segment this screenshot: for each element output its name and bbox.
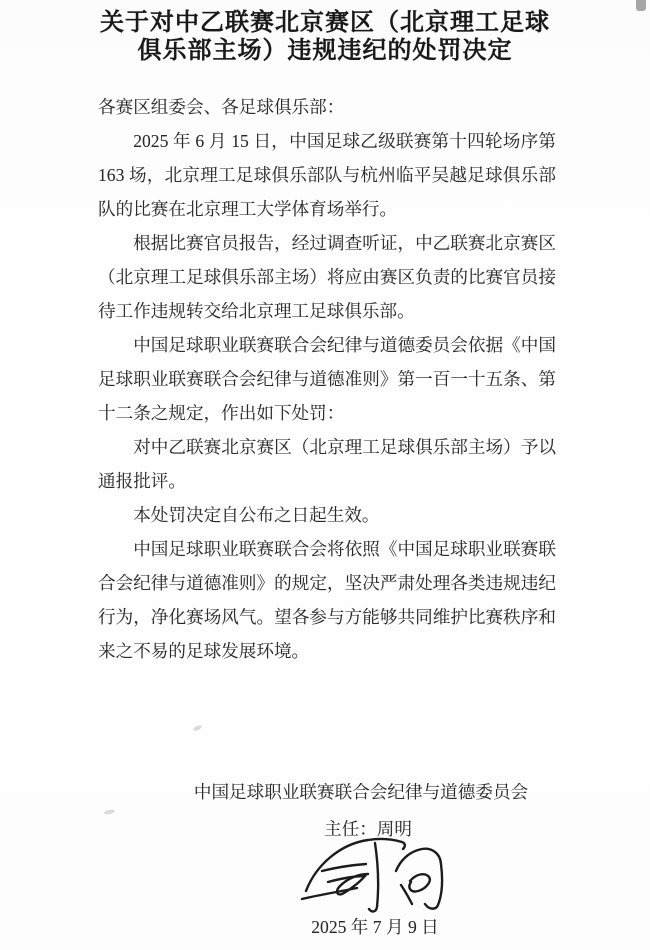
document-title-line-2: 俱乐部主场）违规违纪的处罚决定 [137,38,513,64]
signature-date: 2025 年 7 月 9 日 [311,917,439,937]
salutation: 各赛区组委会、各足球俱乐部： [98,97,345,117]
scan-smudge [104,809,116,815]
body-paragraph: 中国足球职业联赛联合会纪律与道德委员会依据《中国足球职业联赛联合会纪律与道德准则》第一百一十五条、第十二条之规定，作出如下处罚： [98,335,556,423]
body-paragraph: 2025 年 6 月 15 日，中国足球乙级联赛第十四轮场序第 163 场，北京理工足球俱乐部队与杭州临平吴越足球俱乐部队的比赛在北京理工大学体育场举行。 [98,131,556,219]
handwritten-signature-icon [298,833,452,917]
body-paragraph: 对中乙联赛北京赛区（北京理工足球俱乐部主场）予以通报批评。 [98,437,556,491]
signature-signer-label: 主任：周明 [324,819,412,839]
body-paragraph: 本处罚决定自公布之日起生效。 [133,505,380,525]
body-paragraph: 中国足球职业联赛联合会将依照《中国足球职业联赛联合会纪律与道德准则》的规定，坚决严肃处理各类违规违纪行为，净化赛场风气。望各参与方能够共同维护比赛秩序和来之不易的足球发展环境。 [98,539,556,661]
signature-organization: 中国足球职业联赛联合会纪律与道德委员会 [193,782,529,802]
document-body [98,90,556,668]
scan-smudge [193,724,203,731]
document-title [0,9,650,65]
document-title-line-1: 关于对中乙联赛北京赛区（北京理工足球 [100,10,550,36]
body-paragraph: 根据比赛官员报告，经过调查听证，中乙联赛北京赛区（北京理工足球俱乐部主场）将应由赛区负责的比赛官员接待工作违规转交给北京理工足球俱乐部。 [98,233,556,321]
